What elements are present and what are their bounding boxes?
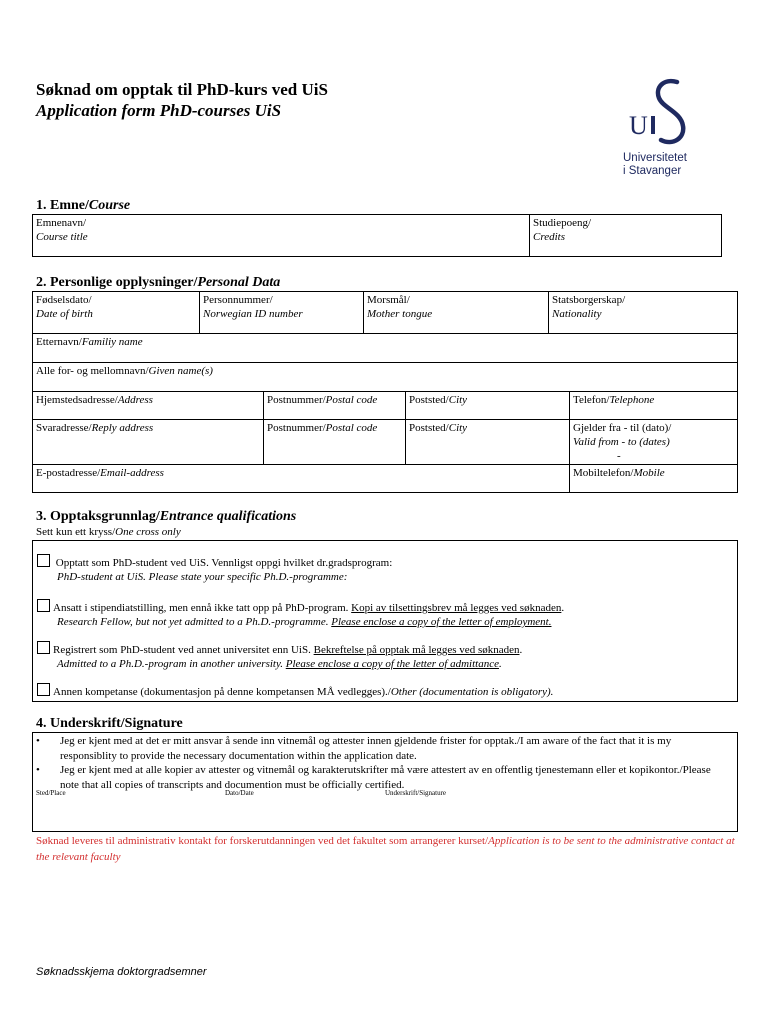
svg-text:U: U	[629, 111, 648, 140]
id-number-field[interactable]: Personnummer/ Norwegian ID number	[200, 292, 364, 334]
signature-label[interactable]: Underskrift/Signature	[385, 789, 447, 797]
section-personal-heading: 2. Personlige opplysninger/Personal Data	[36, 275, 281, 290]
section-qualifications-heading: 3. Opptaksgrunnlag/Entrance qualifications	[36, 509, 297, 524]
checkbox-uis-phd[interactable]	[37, 554, 50, 567]
personal-data-table	[32, 291, 738, 334]
reply-postal-code-field[interactable]: Postnummer/Postal code	[264, 420, 406, 465]
address-field[interactable]: Hjemstedsadresse/Address	[33, 392, 264, 420]
date-of-birth-field[interactable]: Fødselsdato/ Date of birth	[33, 292, 200, 334]
section-signature-heading: 4. Underskrift/Signature	[36, 716, 183, 731]
reply-address-field[interactable]: Svaradresse/Reply address	[33, 420, 264, 465]
bullet-responsibility: • Jeg er kjent med at det er mitt ansvar å sende inn vitnemål og attester innen gjeldende frister for opptak./I am aware of the fact that it is my responsiblity to provide the necessary documentation within the application date.	[36, 735, 672, 762]
university-name-line1: Universitetet	[623, 152, 687, 164]
checkbox-other-competence[interactable]	[37, 683, 50, 696]
uis-logo	[615, 76, 715, 184]
option-uis-phd: Opptatt som PhD-student ved UiS. Vennligst oppgi hvilket dr.gradsprogram: PhD-student at UiS. Please state your specific Ph.D.-programme:	[37, 554, 392, 584]
course-title-field[interactable]: Emnenavn/ Course title	[33, 215, 530, 257]
reply-city-field[interactable]: Poststed/City	[406, 420, 570, 465]
date-label[interactable]: Dato/Date	[225, 789, 254, 797]
telephone-field[interactable]: Telefon/Telephone	[570, 392, 738, 420]
footer-text: Søknadsskjema doktorgradsemner	[36, 966, 207, 978]
option-research-fellow: Ansatt i stipendiatstilling, men ennå ikke tatt opp på PhD-program. Kopi av tilsettingsbrev må legges ved søknaden. Research Fellow, but not yet admitted to a Ph.D.-programme. Please enclose a copy of the letter of employment.	[37, 599, 564, 629]
valid-dates-field[interactable]: Gjelder fra - til (dato)/ Valid from - to (dates) -	[570, 420, 738, 465]
submission-notice: Søknad leveres til administrativ kontakt for forskerutdanningen ved det fakultet som arrangerer kurset/Application is to be sent to the administrative contact at the relevant faculty	[36, 835, 735, 863]
postal-code-field[interactable]: Postnummer/Postal code	[264, 392, 406, 420]
family-name-field[interactable]: Etternavn/Familiy name	[33, 334, 738, 363]
course-table	[32, 214, 722, 257]
one-cross-note: Sett kun ett kryss/One cross only	[36, 526, 181, 538]
university-name-line2: i Stavanger	[623, 165, 682, 177]
university-name	[623, 152, 687, 178]
mother-tongue-field[interactable]: Morsmål/ Mother tongue	[364, 292, 549, 334]
city-field[interactable]: Poststed/City	[406, 392, 570, 420]
place-label[interactable]: Sted/Place	[36, 789, 66, 797]
address-table	[32, 391, 738, 493]
nationality-field[interactable]: Statsborgerskap/ Nationality	[549, 292, 738, 334]
checkbox-other-university[interactable]	[37, 641, 50, 654]
given-names-field[interactable]: Alle for- og mellomnavn/Given name(s)	[33, 363, 738, 392]
email-field[interactable]: E-postadresse/Email-address	[33, 465, 570, 493]
form-title-norwegian: Søknad om opptak til PhD-kurs ved UiS	[36, 80, 328, 99]
option-other-university: Registrert som PhD-student ved annet universitet enn UiS. Bekreftelse på opptak må legges ved søknaden. Admitted to a Ph.D.-program in another university. Please enclose a copy of the letter of admittance.	[37, 641, 522, 671]
uis-logo-mark	[615, 76, 715, 152]
option-other-competence: Annen kompetanse (dokumentasjon på denne kompetansen MÅ vedlegges)./Other (documentation is obligatory).	[37, 683, 553, 699]
form-title-english: Application form PhD-courses UiS	[36, 101, 282, 120]
section-course-heading: 1. Emne/Course	[36, 198, 131, 213]
credits-field[interactable]: Studiepoeng/ Credits	[530, 215, 722, 257]
name-table	[32, 333, 738, 392]
checkbox-research-fellow[interactable]	[37, 599, 50, 612]
mobile-field[interactable]: Mobiltelefon/Mobile	[570, 465, 738, 493]
bullet-certified-copies: • Jeg er kjent med at alle kopier av attester og vitnemål og karakterutskrifter må være attestert av en offentlig tjenestemann eller et kopikontor./Please note that all copies of transcripts and documention must be officially certified.	[36, 764, 711, 791]
